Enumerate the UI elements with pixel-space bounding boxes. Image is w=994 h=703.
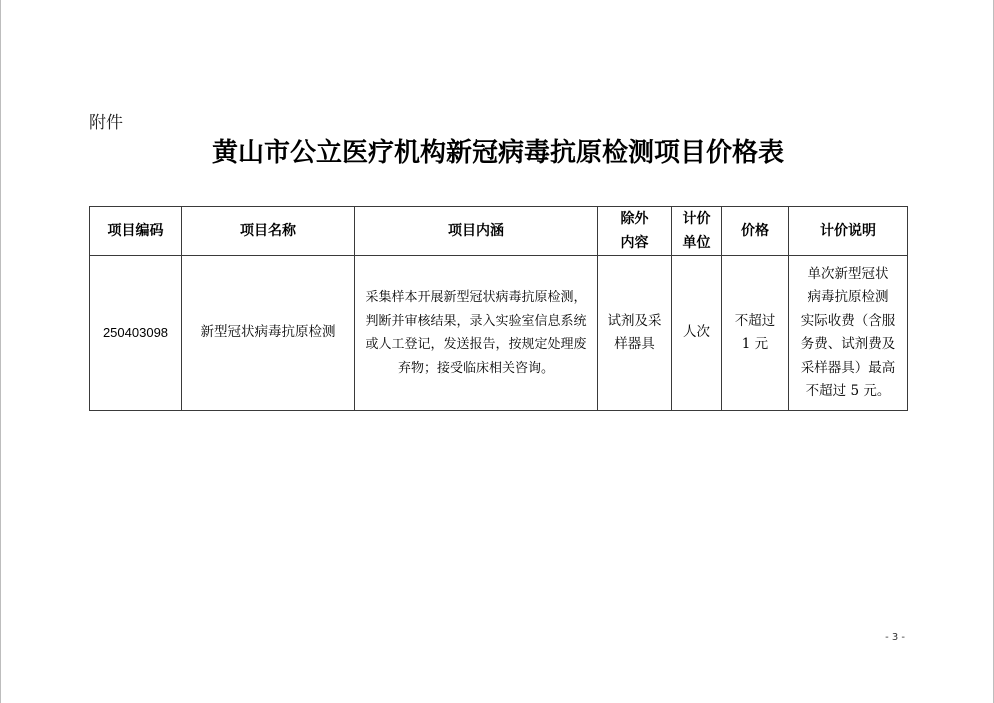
- header-exclude-line: 内容: [620, 235, 649, 251]
- header-content: 项目内涵: [355, 207, 598, 256]
- cell-name: 新型冠状病毒抗原检测: [182, 256, 355, 411]
- cell-content-line: 采集样本开展新型冠状病毒抗原检测，: [365, 290, 587, 305]
- cell-exclude-line: 样器具: [614, 336, 655, 352]
- cell-note-line: 实际收费（含服: [800, 312, 896, 329]
- table-header-row: [90, 207, 908, 256]
- cell-unit: 人次: [672, 256, 722, 411]
- header-exclude-line: 除外: [620, 211, 649, 227]
- page-title: 黄山市公立医疗机构新冠病毒抗原检测项目价格表: [211, 138, 784, 168]
- cell-content: [355, 256, 598, 411]
- cell-note: [789, 256, 908, 411]
- cell-content-line: 或人工登记，发送报告，按规定处理废: [365, 337, 587, 352]
- header-price: 价格: [722, 207, 789, 256]
- cell-price-line: 1 元: [741, 336, 769, 352]
- header-note: 计价说明: [789, 207, 908, 256]
- cell-exclude-line: 试剂及采: [607, 312, 662, 329]
- cell-note-line: 单次新型冠状: [807, 265, 889, 282]
- header-exclude: [598, 207, 672, 256]
- page-number: - 3 -: [885, 632, 905, 643]
- cell-note-line: 采样器具）最高: [800, 359, 896, 376]
- header-unit: [672, 207, 722, 256]
- cell-price-line: 不超过: [734, 312, 776, 329]
- cell-content-line: 判断并审核结果，录入实验室信息系统: [365, 313, 587, 329]
- cell-note-line: 务费、试剂费及: [800, 336, 896, 352]
- cell-code: 250403098: [90, 256, 182, 411]
- price-table: [89, 206, 908, 411]
- header-code: 项目编码: [90, 207, 182, 256]
- header-name: 项目名称: [182, 207, 355, 256]
- cell-note-line: 不超过 5 元。: [805, 383, 891, 399]
- cell-price: [722, 256, 789, 411]
- cell-content-line: 弃物；接受临床相关咨询。: [397, 360, 554, 376]
- table-row: [90, 256, 908, 411]
- cell-exclude: [598, 256, 672, 411]
- attachment-label: 附件: [89, 113, 123, 133]
- cell-note-line: 病毒抗原检测: [807, 289, 889, 305]
- header-unit-line: 单位: [682, 235, 711, 251]
- header-unit-line: 计价: [682, 211, 711, 227]
